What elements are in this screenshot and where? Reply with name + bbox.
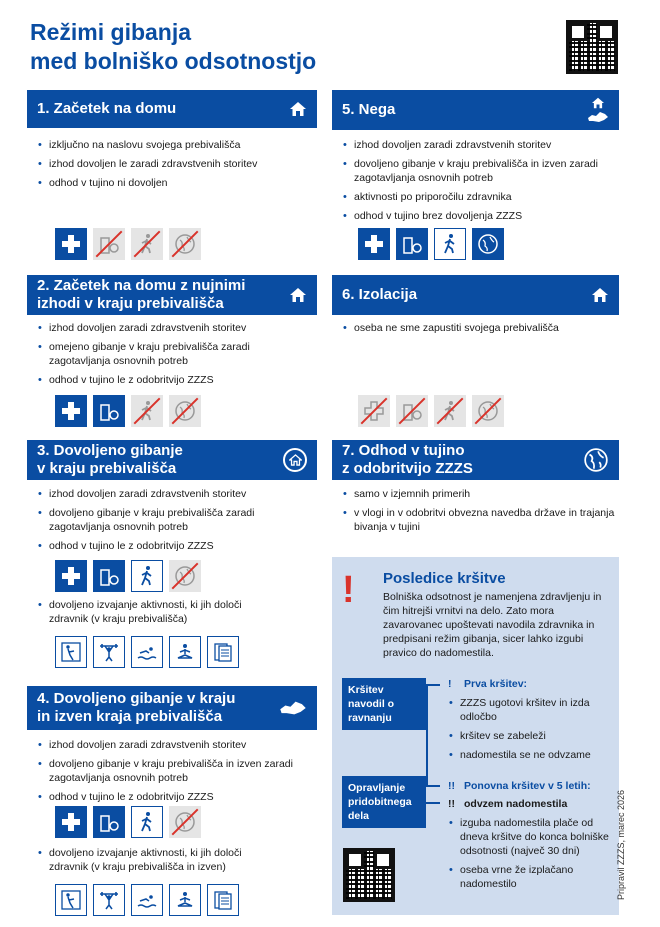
- section-3-title-line2: v kraju prebivališča: [37, 460, 177, 477]
- section-5-header: [332, 90, 619, 130]
- page-title: [30, 18, 316, 76]
- weightlifting-icon: [93, 884, 125, 916]
- documents-icon: [207, 884, 239, 916]
- globe-icon: [472, 228, 504, 260]
- section-6-title: 6. Izolacija: [342, 286, 418, 303]
- list-item: • izključno na naslovu svojega prebivališča: [37, 138, 313, 152]
- section-1-list: [37, 138, 313, 195]
- second-violation-title: Ponovna kršitev v 5 letih:: [464, 780, 591, 792]
- list-item: • izhod dovoljen zaradi zdravstvenih storitev: [37, 487, 313, 501]
- section-1-header: [27, 90, 317, 128]
- connector-line: [426, 684, 440, 686]
- consequences-text: Bolniška odsotnost je namenjena zdravljenju in čim hitrejši vrnitvi na delo. Zato mora zavarovanec upoštevati navodila zdravnika in predpisani režim gibanja, sicer lahko izgubi pravico do nadomestila.: [383, 591, 602, 659]
- list-item: • odhod v tujino ni dovoljen: [37, 176, 313, 190]
- section-7-title-line2: z odobritvijo ZZZS: [342, 460, 473, 477]
- section-3-title-line1: 3. Dovoljeno gibanje: [37, 442, 183, 459]
- list-item: • ZZZS ugotovi kršitev in izda odločbo: [448, 696, 620, 724]
- home-icon: [289, 101, 307, 117]
- list-item: • oseba vrne že izplačano nadomestilo: [448, 863, 612, 891]
- meditation-icon: [169, 636, 201, 668]
- section-5-list: [342, 138, 615, 228]
- groceries-icon: [93, 806, 125, 838]
- section-6-header: [332, 275, 619, 315]
- section-3-activity: [37, 598, 257, 631]
- label-gainful-work: Opravljanje pridobitnega dela: [342, 776, 426, 828]
- connector-line: [426, 785, 440, 787]
- list-item: • dovoljeno izvajanje aktivnosti, ki jih določi zdravnik (v kraju prebivališča): [37, 598, 257, 626]
- section-1-icons: [55, 228, 201, 260]
- section-6-icons: [358, 395, 504, 427]
- connector-line: [426, 684, 428, 786]
- first-violation-title: Prva kršitev:: [464, 678, 528, 690]
- list-item: • odhod v tujino le z odobritvijo ZZZS: [37, 539, 313, 553]
- section-7-list: [342, 487, 615, 539]
- list-item: • nadomestila se ne odvzame: [448, 748, 620, 762]
- section-4-title-line1: 4. Dovoljeno gibanje v kraju: [37, 690, 236, 707]
- list-item: • izguba nadomestila plače od dneva kršitve do konca bolniške odsotnosti (največ 30 dni): [448, 816, 612, 858]
- qr-code-top: [566, 20, 618, 74]
- medical-cross-icon-disabled: [358, 395, 390, 427]
- list-item: • oseba ne sme zapustiti svojega prebivališča: [342, 321, 615, 335]
- list-item: • dovoljeno gibanje v kraju prebivališča in izven zaradi zagotavljanja osnovnih potreb: [37, 757, 313, 785]
- groceries-icon-disabled: [93, 228, 125, 260]
- meditation-icon: [169, 884, 201, 916]
- section-2-title-line1: 2. Začetek na domu z nujnimi: [37, 277, 246, 294]
- section-7-header: [332, 440, 619, 480]
- medical-cross-icon: [55, 560, 87, 592]
- walking-icon-disabled: [131, 228, 163, 260]
- warning-exclamation-icon: !: [342, 569, 355, 611]
- list-item: • izhod dovoljen zaradi zdravstvenih storitev: [37, 738, 313, 752]
- label-violation-instructions: Kršitev navodil o ravnanju: [342, 678, 426, 730]
- groceries-icon: [93, 395, 125, 427]
- list-item: • dovoljeno gibanje v kraju prebivališča in izven zaradi zagotavljanja osnovnih potreb: [342, 157, 615, 185]
- groceries-icon-disabled: [396, 395, 428, 427]
- list-item: • dovoljeno izvajanje aktivnosti, ki jih določi zdravnik (v kraju prebivališča in izven): [37, 846, 277, 874]
- section-2-icons: [55, 395, 201, 427]
- section-7: [332, 440, 619, 550]
- list-item: • odhod v tujino brez dovoljenja ZZZS: [342, 209, 615, 223]
- home-circle-icon: [283, 448, 307, 472]
- list-item: • samo v izjemnih primerih: [342, 487, 615, 501]
- section-2: [27, 275, 317, 435]
- home-and-map-icon: [587, 97, 609, 123]
- section-4-icons: [55, 806, 201, 838]
- documents-icon: [207, 636, 239, 668]
- section-4: [27, 686, 317, 921]
- section-2-list: [37, 321, 313, 392]
- page-title-line2: med bolniško odsotnostjo: [30, 48, 317, 74]
- section-2-title-line2: izhodi v kraju prebivališča: [37, 295, 224, 312]
- walking-icon-disabled: [434, 395, 466, 427]
- groceries-icon: [396, 228, 428, 260]
- qr-code-bottom: [343, 848, 395, 902]
- exercise-icon: [55, 636, 87, 668]
- second-violation-list: [448, 816, 612, 896]
- list-item: • v vlogi in v odobritvi obvezna navedba države in trajanja bivanja v tujini: [342, 506, 615, 534]
- section-4-activity-icons: [55, 884, 239, 916]
- second-violation-heading: [448, 780, 591, 792]
- medical-cross-icon: [55, 228, 87, 260]
- list-item: • izhod dovoljen zaradi zdravstvenih storitev: [342, 138, 615, 152]
- medical-cross-icon: [358, 228, 390, 260]
- home-icon: [591, 287, 609, 303]
- list-item: • izhod dovoljen zaradi zdravstvenih storitev: [37, 321, 313, 335]
- medical-cross-icon: [55, 395, 87, 427]
- mark-double: !!: [448, 798, 455, 810]
- walking-icon: [131, 560, 163, 592]
- section-5: [332, 90, 619, 265]
- list-item: • izhod dovoljen le zaradi zdravstvenih storitev: [37, 157, 313, 171]
- section-1-title: 1. Začetek na domu: [37, 100, 177, 117]
- section-7-title-line1: 7. Odhod v tujino: [342, 442, 465, 459]
- section-4-list: [37, 738, 313, 809]
- list-item: • aktivnosti po priporočilu zdravnika: [342, 190, 615, 204]
- section-3-list: [37, 487, 313, 558]
- globe-icon: [583, 447, 609, 473]
- first-violation-heading: [448, 678, 527, 690]
- list-item: • kršitev se zabeleži: [448, 729, 620, 743]
- mark-single: !: [448, 678, 452, 690]
- section-3-icons: [55, 560, 201, 592]
- mark-double: !!: [448, 780, 455, 792]
- exercise-icon: [55, 884, 87, 916]
- section-1: [27, 90, 317, 260]
- section-4-header: [27, 686, 317, 730]
- credit-text: Pripravil ZZZS, marec 2026: [616, 789, 626, 900]
- walking-icon: [434, 228, 466, 260]
- second-violation-sub: [448, 798, 567, 810]
- second-violation-subtitle: odvzem nadomestila: [464, 798, 568, 810]
- consequences-title: Posledice kršitve: [383, 570, 506, 587]
- connector-line: [426, 802, 440, 804]
- medical-cross-icon: [55, 806, 87, 838]
- section-2-header: [27, 275, 317, 315]
- weightlifting-icon: [93, 636, 125, 668]
- first-violation-list: [448, 696, 620, 767]
- swimming-icon: [131, 636, 163, 668]
- walking-icon-disabled: [131, 395, 163, 427]
- home-icon: [289, 287, 307, 303]
- groceries-icon: [93, 560, 125, 592]
- section-6: [332, 275, 619, 435]
- globe-icon-disabled: [169, 395, 201, 427]
- section-3-activity-icons: [55, 636, 239, 668]
- globe-icon-disabled: [472, 395, 504, 427]
- globe-icon-disabled: [169, 228, 201, 260]
- section-3: [27, 440, 317, 675]
- swimming-icon: [131, 884, 163, 916]
- section-3-header: [27, 440, 317, 480]
- walking-icon: [131, 806, 163, 838]
- list-item: • odhod v tujino le z odobritvijo ZZZS: [37, 373, 313, 387]
- globe-icon-disabled: [169, 560, 201, 592]
- section-5-icons: [358, 228, 504, 260]
- list-item: • odhod v tujino le z odobritvijo ZZZS: [37, 790, 313, 804]
- section-5-title: 5. Nega: [342, 101, 396, 118]
- page-title-line1: Režimi gibanja: [30, 19, 192, 45]
- list-item: • dovoljeno gibanje v kraju prebivališča zaradi zagotavljanja osnovnih potreb: [37, 506, 313, 534]
- section-6-list: [342, 321, 615, 340]
- section-4-title-line2: in izven kraja prebivališča: [37, 708, 223, 725]
- globe-icon-disabled: [169, 806, 201, 838]
- slovenia-map-icon: [279, 700, 307, 716]
- list-item: • omejeno gibanje v kraju prebivališča zaradi zagotavljanja osnovnih potreb: [37, 340, 313, 368]
- section-4-activity: [37, 846, 277, 879]
